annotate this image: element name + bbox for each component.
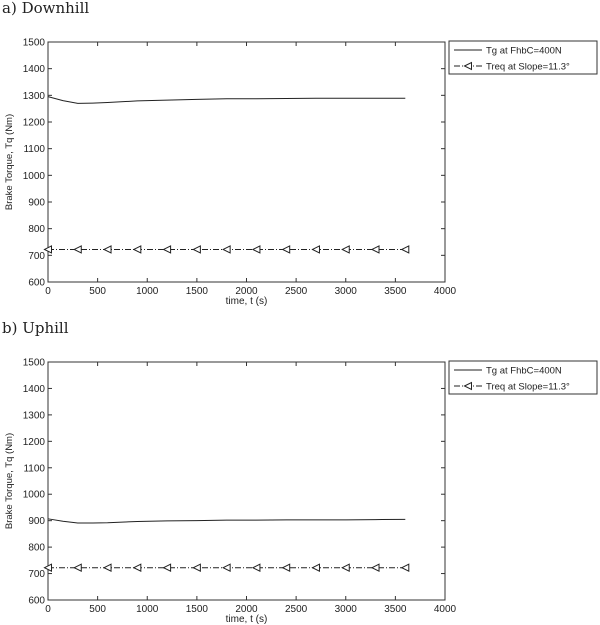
- y-tick-label: 800: [28, 542, 45, 554]
- series-marker: [74, 246, 81, 253]
- y-axis-label: Brake Torque, Tq (Nm): [4, 113, 15, 211]
- series-line-0: [48, 97, 405, 104]
- x-tick-label: 4000: [433, 604, 457, 615]
- series-marker: [253, 246, 260, 253]
- y-tick-label: 1200: [22, 436, 45, 448]
- y-tick-label: 600: [28, 595, 45, 607]
- series-marker: [104, 564, 111, 571]
- series-marker: [193, 246, 200, 253]
- series-marker: [342, 564, 349, 571]
- x-tick-label: 2500: [285, 604, 308, 615]
- y-tick-label: 1500: [22, 357, 45, 369]
- y-tick-label: 1300: [22, 410, 45, 422]
- x-tick-label: 1500: [185, 286, 208, 297]
- x-tick-label: 500: [89, 604, 106, 615]
- series-marker: [223, 564, 230, 571]
- x-axis-label: time, t (s): [225, 296, 268, 307]
- y-tick-label: 1400: [22, 383, 45, 395]
- legend-label: Tg at FhbC=400N: [486, 45, 562, 57]
- y-tick-label: 1300: [22, 90, 45, 102]
- plot-frame: [48, 362, 445, 600]
- y-tick-label: 600: [28, 277, 45, 289]
- x-tick-label: 2000: [235, 286, 258, 297]
- x-tick-label: 0: [45, 286, 51, 297]
- series-marker: [372, 564, 379, 571]
- y-tick-label: 1000: [22, 170, 45, 182]
- x-tick-label: 0: [45, 604, 51, 615]
- series-marker: [164, 564, 171, 571]
- y-tick-label: 1000: [22, 489, 45, 501]
- series-marker: [104, 246, 111, 253]
- y-tick-label: 1200: [22, 117, 45, 129]
- x-tick-label: 2500: [285, 286, 308, 297]
- x-axis-label: time, t (s): [225, 614, 268, 625]
- series-marker: [342, 246, 349, 253]
- x-tick-label: 1000: [136, 286, 159, 297]
- chart-panel-1: [4, 358, 597, 625]
- series-marker: [372, 246, 379, 253]
- y-tick-label: 1100: [23, 144, 45, 156]
- series-marker: [134, 564, 141, 571]
- series-marker: [402, 564, 409, 571]
- series-marker: [164, 246, 171, 253]
- series-line-0: [48, 519, 405, 523]
- y-tick-label: 1500: [22, 37, 45, 49]
- series-marker: [134, 246, 141, 253]
- y-tick-label: 1400: [22, 64, 45, 76]
- y-tick-label: 700: [28, 569, 45, 581]
- x-tick-label: 3000: [334, 286, 357, 297]
- x-tick-label: 3500: [384, 604, 407, 615]
- series-marker: [223, 246, 230, 253]
- x-tick-label: 500: [89, 286, 106, 297]
- y-tick-label: 900: [28, 516, 45, 528]
- series-marker: [193, 564, 200, 571]
- series-marker: [402, 246, 409, 253]
- series-marker: [253, 564, 260, 571]
- series-marker: [312, 564, 319, 571]
- y-tick-label: 1100: [23, 463, 45, 475]
- x-tick-label: 3500: [384, 286, 407, 297]
- legend-label: Treq at Slope=11.3°: [486, 61, 570, 73]
- y-tick-label: 800: [28, 224, 45, 236]
- x-tick-label: 1500: [185, 604, 208, 615]
- series-marker: [283, 246, 290, 253]
- panel-label-uphill: b) Uphill: [2, 319, 69, 337]
- series-marker: [312, 246, 319, 253]
- plot-frame: [48, 42, 445, 282]
- y-axis-label: Brake Torque, Tq (Nm): [4, 432, 15, 530]
- panel-label-downhill: a) Downhill: [2, 0, 90, 17]
- series-marker: [283, 564, 290, 571]
- series-marker: [74, 564, 81, 571]
- legend-label: Treq at Slope=11.3°: [486, 381, 570, 393]
- x-tick-label: 2000: [235, 604, 258, 615]
- x-tick-label: 3000: [334, 604, 357, 615]
- chart-panel-0: [4, 38, 597, 308]
- x-tick-label: 1000: [136, 604, 159, 615]
- y-tick-label: 900: [28, 197, 45, 209]
- legend-label: Tg at FhbC=400N: [486, 365, 562, 377]
- y-tick-label: 700: [28, 250, 45, 262]
- x-tick-label: 4000: [433, 286, 457, 297]
